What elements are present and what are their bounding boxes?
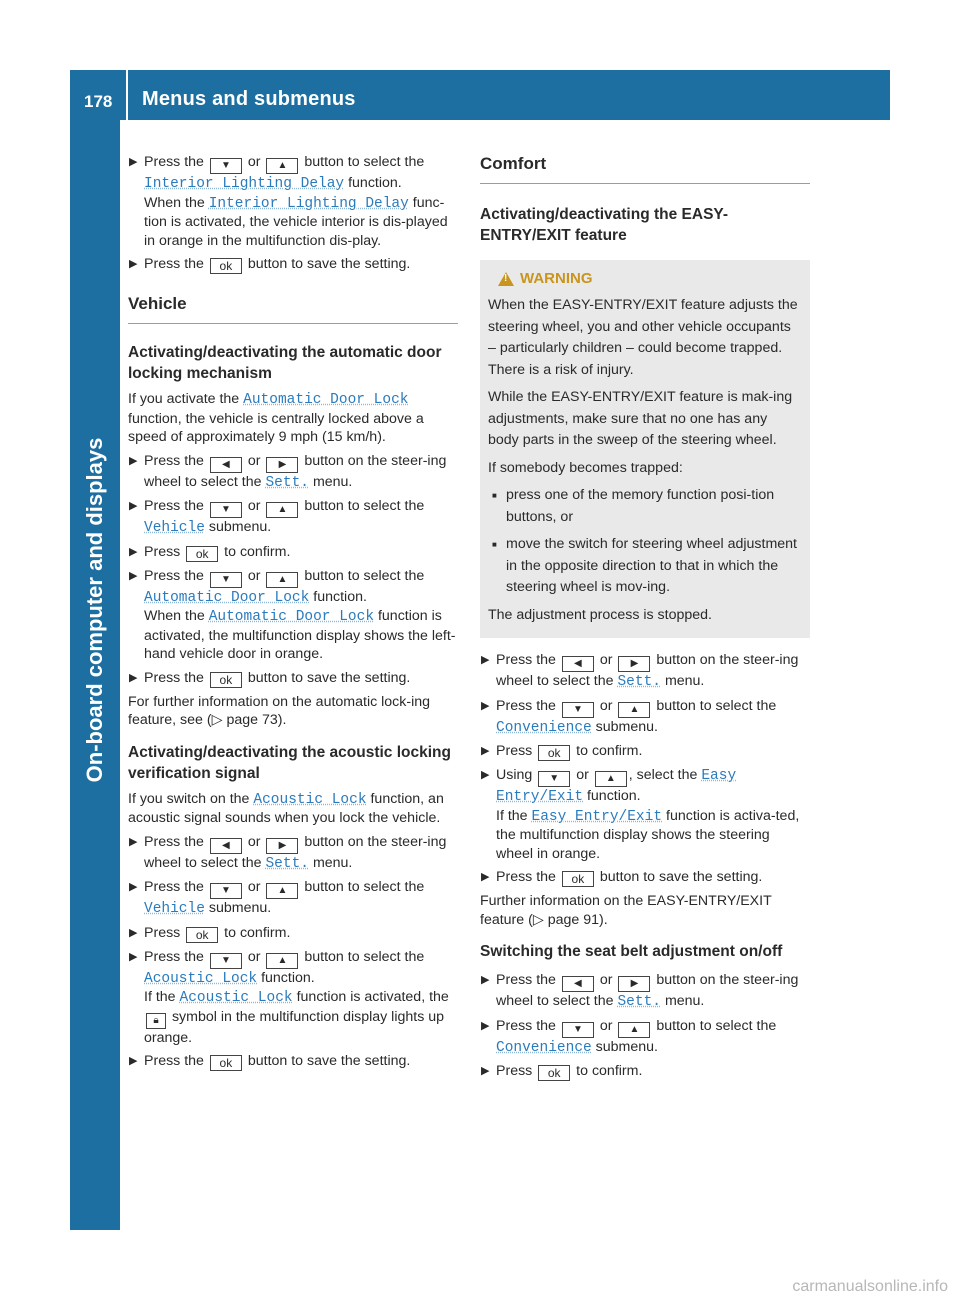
subsection-heading: Switching the seat belt adjustment on/off <box>480 943 783 960</box>
sidebar-chapter-label: On-board computer and displays <box>82 437 107 783</box>
step-item: ▶ Press the ok button to save the setting. <box>129 669 411 687</box>
warning-text: If somebody becomes trapped: <box>488 459 683 476</box>
right-key-icon: ▶ <box>266 457 298 473</box>
down-key-icon: ▼ <box>562 702 594 718</box>
menu-item-ref: Interior Lighting Delay <box>144 176 345 192</box>
up-key-icon: ▲ <box>266 883 298 899</box>
step-item: ▶ Press the ok button to save the setting. <box>481 869 763 886</box>
step-item: ▶ Press the ok button to save the setting. <box>129 1053 411 1070</box>
menu-item-ref: Automatic Door Lock <box>144 589 310 606</box>
step-item: ▶ Press the ▼ or ▲ button to select the Acoustic Lock function. If the Acoustic Lock function is activated, the 🔒︎ symbol in the multifunction display lights up orange. <box>129 948 449 1046</box>
step-item: ▶ Press the ▼ or ▲ button to select the Convenience submenu. <box>481 1017 777 1056</box>
step-item: ▶ Press ok to confirm. <box>129 543 291 561</box>
warning-triangle-icon <box>498 272 514 286</box>
down-key-icon: ▼ <box>210 953 242 969</box>
header-divider <box>126 70 128 120</box>
step-item: ▶ Press the ▼ or ▲ button to select the Automatic Door Lock function. When the Automatic Door Lock function is activated, the multifunction display shows the left-hand vehicle door in orange. <box>129 567 456 662</box>
right-key-icon: ▶ <box>266 838 298 854</box>
step-arrow-icon: ▶ <box>129 1055 138 1067</box>
step-arrow-icon: ▶ <box>129 454 138 467</box>
step-arrow-icon: ▶ <box>129 950 138 963</box>
warning-text: While the EASY-ENTRY/EXIT feature is mak-ing adjustments, make sure that no one has any body parts in the sweep of the steering wheel. <box>488 389 793 448</box>
menu-item-ref: Acoustic Lock <box>253 791 367 808</box>
step-item: ▶ Press ok to confirm. <box>481 743 643 760</box>
warning-text: When the EASY-ENTRY/EXIT feature adjusts the steering wheel, you and other vehicle occupants – particularly children – could become trapped. There is a risk of injury. <box>488 297 798 378</box>
up-key-icon: ▲ <box>595 771 627 787</box>
step-item: ▶ Press the ▼ or ▲ button to select the Interior Lighting Delay function. When the Interior Lighting Delay func-tion is activated, the vehicle interior is dis-played in orange in the multifunction dis-play. <box>129 154 448 249</box>
step-item: ▶ Press ok to confirm. <box>129 924 291 942</box>
warning-title: ! WARNING <box>488 270 800 287</box>
step-arrow-icon: ▶ <box>129 926 138 939</box>
step-arrow-icon: ▶ <box>129 881 138 893</box>
menu-item-ref: Interior Lighting Delay <box>208 195 409 212</box>
right-key-icon: ▶ <box>618 976 650 992</box>
paragraph: If you switch on the Acoustic Lock function, an acoustic signal sounds when you lock the vehicle. <box>128 790 444 826</box>
subsection-heading: Activating/deactivating the acoustic locking verification signal <box>128 743 451 782</box>
down-key-icon: ▼ <box>538 771 570 787</box>
down-key-icon: ▼ <box>210 502 242 518</box>
page-number: 178 <box>84 92 113 111</box>
ok-key-icon: ok <box>210 1055 242 1071</box>
step-arrow-icon: ▶ <box>481 974 490 986</box>
step-arrow-icon: ▶ <box>129 500 138 512</box>
step-arrow-icon: ▶ <box>129 671 138 684</box>
up-key-icon: ▲ <box>266 158 298 174</box>
step-arrow-icon: ▶ <box>481 769 490 781</box>
step-arrow-icon: ▶ <box>129 258 138 270</box>
left-key-icon: ◀ <box>210 838 242 854</box>
menu-item-ref: Vehicle <box>144 520 205 536</box>
menu-item-ref: Convenience <box>496 1039 592 1056</box>
section-heading-vehicle: Vehicle <box>128 294 458 324</box>
ok-key-icon: ok <box>538 1065 570 1081</box>
up-key-icon: ▲ <box>618 1022 650 1038</box>
left-key-icon: ◀ <box>562 976 594 992</box>
menu-item-ref: Vehicle <box>144 901 205 917</box>
step-item: ▶ Press the ▼ or ▲ button to select the Vehicle submenu. <box>129 879 425 917</box>
step-arrow-icon: ▶ <box>481 871 490 883</box>
step-item: ▶ Press the ◀ or ▶ button on the steer-ing wheel to select the Sett. menu. <box>481 652 799 690</box>
menu-item-ref: Automatic Door Lock <box>208 609 375 625</box>
step-arrow-icon: ▶ <box>129 156 138 168</box>
warning-bullet: ■ move the switch for steering wheel adjustment in the opposite direction to that in which the steering wheel is mov-ing. <box>488 534 800 599</box>
paragraph: If you activate the Automatic Door Lock function, the vehicle is centrally locked above a speed of approximately 9 mph (15 km/h). <box>128 391 424 445</box>
warning-box <box>480 260 810 638</box>
menu-item-ref: Easy Entry/Exit <box>531 808 663 825</box>
right-key-icon: ▶ <box>618 656 650 672</box>
down-key-icon: ▼ <box>210 883 242 899</box>
section-heading-comfort: Comfort <box>480 154 810 184</box>
subsection-heading: Activating/deactivating the automatic door locking mechanism <box>128 344 442 382</box>
step-item: ▶ Press the ◀ or ▶ button on the steer-ing wheel to select the Sett. menu. <box>129 452 447 491</box>
step-arrow-icon: ▶ <box>481 745 490 757</box>
step-arrow-icon: ▶ <box>129 569 138 582</box>
warning-text: The adjustment process is stopped. <box>488 606 712 623</box>
step-arrow-icon: ▶ <box>481 654 490 666</box>
menu-item-ref: Automatic Door Lock <box>243 392 409 408</box>
lock-icon: 🔒︎ <box>146 1013 166 1029</box>
step-item: ▶ Press the ▼ or ▲ button to select the Vehicle submenu. <box>129 498 425 536</box>
ok-key-icon: ok <box>186 927 218 943</box>
watermark: carmanualsonline.info <box>792 1278 948 1295</box>
step-arrow-icon: ▶ <box>481 1019 490 1032</box>
menu-item-ref: Easy Entry/Exit <box>496 768 737 805</box>
step-item: ▶ Press the ◀ or ▶ button on the steer-ing wheel to select the Sett. menu. <box>481 972 799 1010</box>
right-column <box>480 150 810 1081</box>
step-arrow-icon: ▶ <box>481 1065 490 1077</box>
left-column <box>128 150 458 1071</box>
ok-key-icon: ok <box>562 871 594 887</box>
menu-item-ref: Acoustic Lock <box>144 970 258 987</box>
down-key-icon: ▼ <box>562 1022 594 1038</box>
menu-item-ref: Sett. <box>617 994 661 1010</box>
up-key-icon: ▲ <box>618 702 650 718</box>
menu-item-ref: Acoustic Lock <box>179 990 293 1006</box>
sidebar-chapter <box>75 400 115 820</box>
ok-key-icon: ok <box>538 745 570 761</box>
step-item: ▶ Using ▼ or ▲ , select the Easy Entry/Exit function. If the Easy Entry/Exit function is activa-ted, the multifunction display shows the steering wheel in orange. <box>481 767 800 862</box>
step-arrow-icon: ▶ <box>481 699 490 712</box>
page-title: Menus and submenus <box>142 88 356 110</box>
cross-reference: For further information on the automatic lock-ing feature, see (▷ page 73). <box>128 693 431 728</box>
step-item: ▶ Press ok to confirm. <box>481 1063 643 1080</box>
ok-key-icon: ok <box>186 546 218 562</box>
up-key-icon: ▲ <box>266 502 298 518</box>
step-item: ▶ Press the ▼ or ▲ button to select the Convenience submenu. <box>481 697 777 736</box>
warning-bullet: ■ press one of the memory function posi-tion buttons, or <box>488 485 800 528</box>
step-item: ▶ Press the ok button to save the setting. <box>129 256 411 273</box>
menu-item-ref: Sett. <box>265 855 309 872</box>
down-key-icon: ▼ <box>210 572 242 588</box>
up-key-icon: ▲ <box>266 572 298 588</box>
step-item: ▶ Press the ◀ or ▶ button on the steer-ing wheel to select the Sett. menu. <box>129 833 447 872</box>
ok-key-icon: ok <box>210 672 242 688</box>
menu-item-ref: Sett. <box>617 674 661 690</box>
down-key-icon: ▼ <box>210 158 242 174</box>
subsection-heading: Activating/deactivating the EASY-ENTRY/EXIT feature <box>480 206 729 244</box>
step-arrow-icon: ▶ <box>129 545 138 558</box>
menu-item-ref: Sett. <box>265 474 309 491</box>
menu-item-ref: Convenience <box>496 719 592 736</box>
ok-key-icon: ok <box>210 258 242 274</box>
cross-reference: Further information on the EASY-ENTRY/EXIT feature (▷ page 91). <box>480 893 772 928</box>
left-key-icon: ◀ <box>210 457 242 473</box>
left-key-icon: ◀ <box>562 656 594 672</box>
up-key-icon: ▲ <box>266 953 298 969</box>
step-arrow-icon: ▶ <box>129 835 138 848</box>
